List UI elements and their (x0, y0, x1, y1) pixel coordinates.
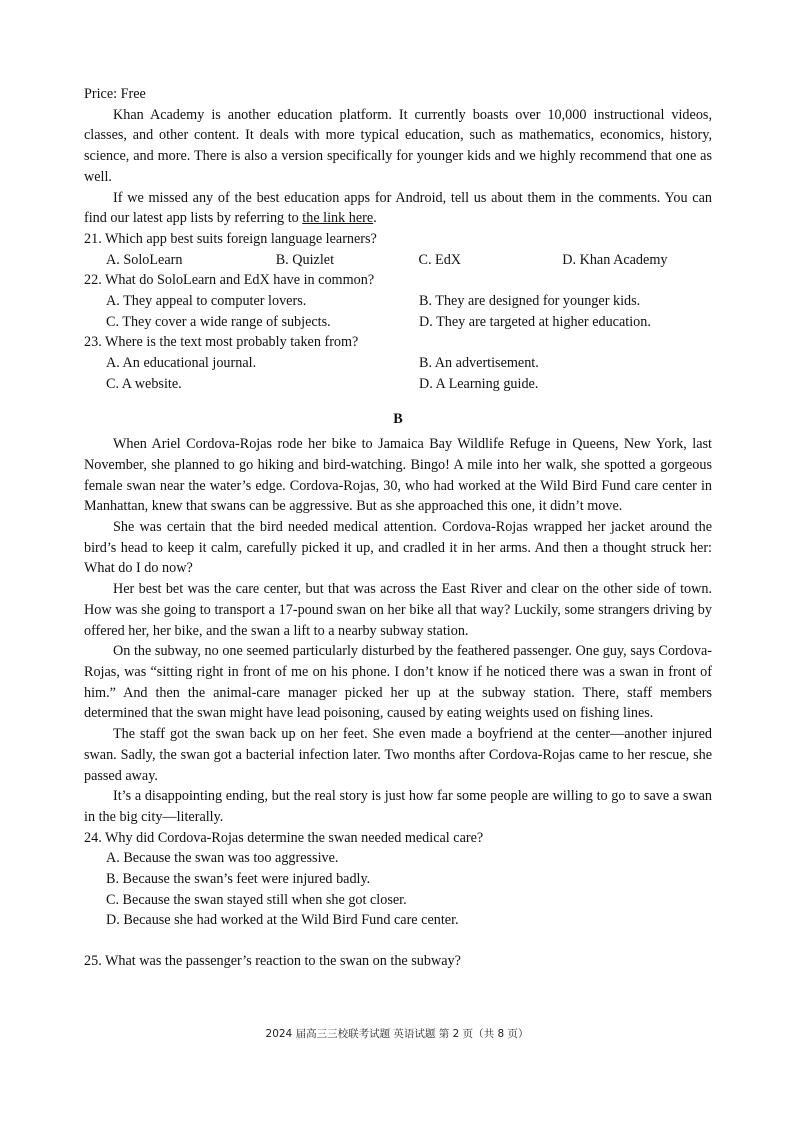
exam-page (84, 84, 712, 972)
passage-b-paragraph-1: When Ariel Cordova-Rojas rode her bike to Jamaica Bay Wildlife Refuge in Queens, New York, last November, she planned to go hiking and bird-watching. Bingo! A mile into her walk, she spotted a gorgeous female swan near the water’s edge. Cordova-Rojas, 30, who had worked at the Wild Bird Fund care center in Manhattan, knew that swans can be aggressive. But as she approached this one, it didn’t move. (84, 436, 712, 515)
question-24-stem: 24. Why did Cordova-Rojas determine the swan needed medical care? (84, 829, 484, 846)
passage-b-paragraph-5: The staff got the swan back up on her feet. She even made a boyfriend at the center—another injured swan. Sadly, the swan got a bacterial infection later. Two months after Cordova-Rojas came to her rescue, she passed away. (84, 726, 712, 784)
option-c: C. Because the swan stayed still when she got closer. (106, 891, 407, 908)
option-b: B. An advertisement. (419, 355, 539, 372)
option-d: D. They are targeted at higher education. (419, 313, 651, 330)
passage-b-paragraph-6: It’s a disappointing ending, but the real story is just how far some people are willing to go to save a swan in the big city—literally. (84, 788, 712, 825)
passage-b-paragraph-2: She was certain that the bird needed medical attention. Cordova-Rojas wrapped her jacket around the bird’s head to keep it calm, carefully picked it up, and cradled it in her arms. And then a thought struck her: What do I do now? (84, 519, 712, 577)
closing-text: If we missed any of the best education apps for Android, tell us about them in the comments. You can find our latest app lists by referring to (84, 189, 712, 227)
passage-b-paragraph-4: On the subway, no one seemed particularly disturbed by the feathered passenger. One guy, says Cordova-Rojas, was “sitting right in front of me on his phone. I don’t know if he noticed there was a swan in front of him.” And then the animal-care manager picked her up at the subway station. There, staff members determined that the swan might have lead poisoning, caused by eating weights used on fishing lines. (84, 643, 712, 722)
option-a: A. They appeal to computer lovers. (106, 293, 307, 310)
option-d: D. A Learning guide. (419, 375, 539, 392)
option-c: C. They cover a wide range of subjects. (106, 313, 331, 330)
question-25-stem: 25. What was the passenger’s reaction to the swan on the subway? (84, 953, 461, 970)
question-22-options-row1 (84, 291, 712, 312)
question-21-stem: 21. Which app best suits foreign language learners? (84, 230, 377, 247)
option-c: C. A website. (106, 375, 182, 392)
option-d: D. Because she had worked at the Wild Bird Fund care center. (106, 912, 459, 929)
option-a: A. Because the swan was too aggressive. (106, 850, 339, 867)
price-line: Price: Free (84, 86, 146, 102)
option-c: C. EdX (418, 251, 462, 268)
question-23-options-row2 (84, 374, 712, 395)
page-footer: 2024 届高三三校联考试题 英语试题 第 2 页（共 8 页） (265, 1028, 529, 1040)
khan-academy-paragraph: Khan Academy is another education platform. It currently boasts over 10,000 instructional videos, classes, and other content. It deals with more typical education, such as mathematics, economics, history, science, and more. There is also a version specifically for younger kids and we highly recommend that one as well. (84, 106, 712, 185)
passage-b-paragraph-3: Her best bet was the care center, but that was across the East River and clear on the other side of town. How was she going to transport a 17-pound swan on her bike all that way? Luckily, some strangers driving by offered her, her bike, and the swan a lift to a nearby subway station. (84, 581, 712, 639)
question-22-options-row2 (84, 312, 712, 333)
question-23-stem: 23. Where is the text most probably taken from? (84, 334, 359, 351)
option-a: A. SoloLearn (106, 251, 183, 268)
spacer (84, 931, 712, 951)
option-b: B. They are designed for younger kids. (419, 293, 641, 310)
question-23-options-row1 (84, 353, 712, 374)
app-list-link[interactable]: the link here (302, 210, 374, 227)
question-21-options (84, 250, 712, 271)
option-b: B. Quizlet (275, 251, 335, 268)
option-b: B. Because the swan’s feet were injured badly. (106, 871, 371, 888)
closing-end: . (373, 210, 377, 227)
option-a: A. An educational journal. (106, 355, 257, 372)
section-b-title: B (393, 410, 403, 427)
option-d: D. Khan Academy (562, 251, 668, 268)
closing-paragraph (84, 188, 712, 229)
question-22-stem: 22. What do SoloLearn and EdX have in common? (84, 272, 375, 289)
